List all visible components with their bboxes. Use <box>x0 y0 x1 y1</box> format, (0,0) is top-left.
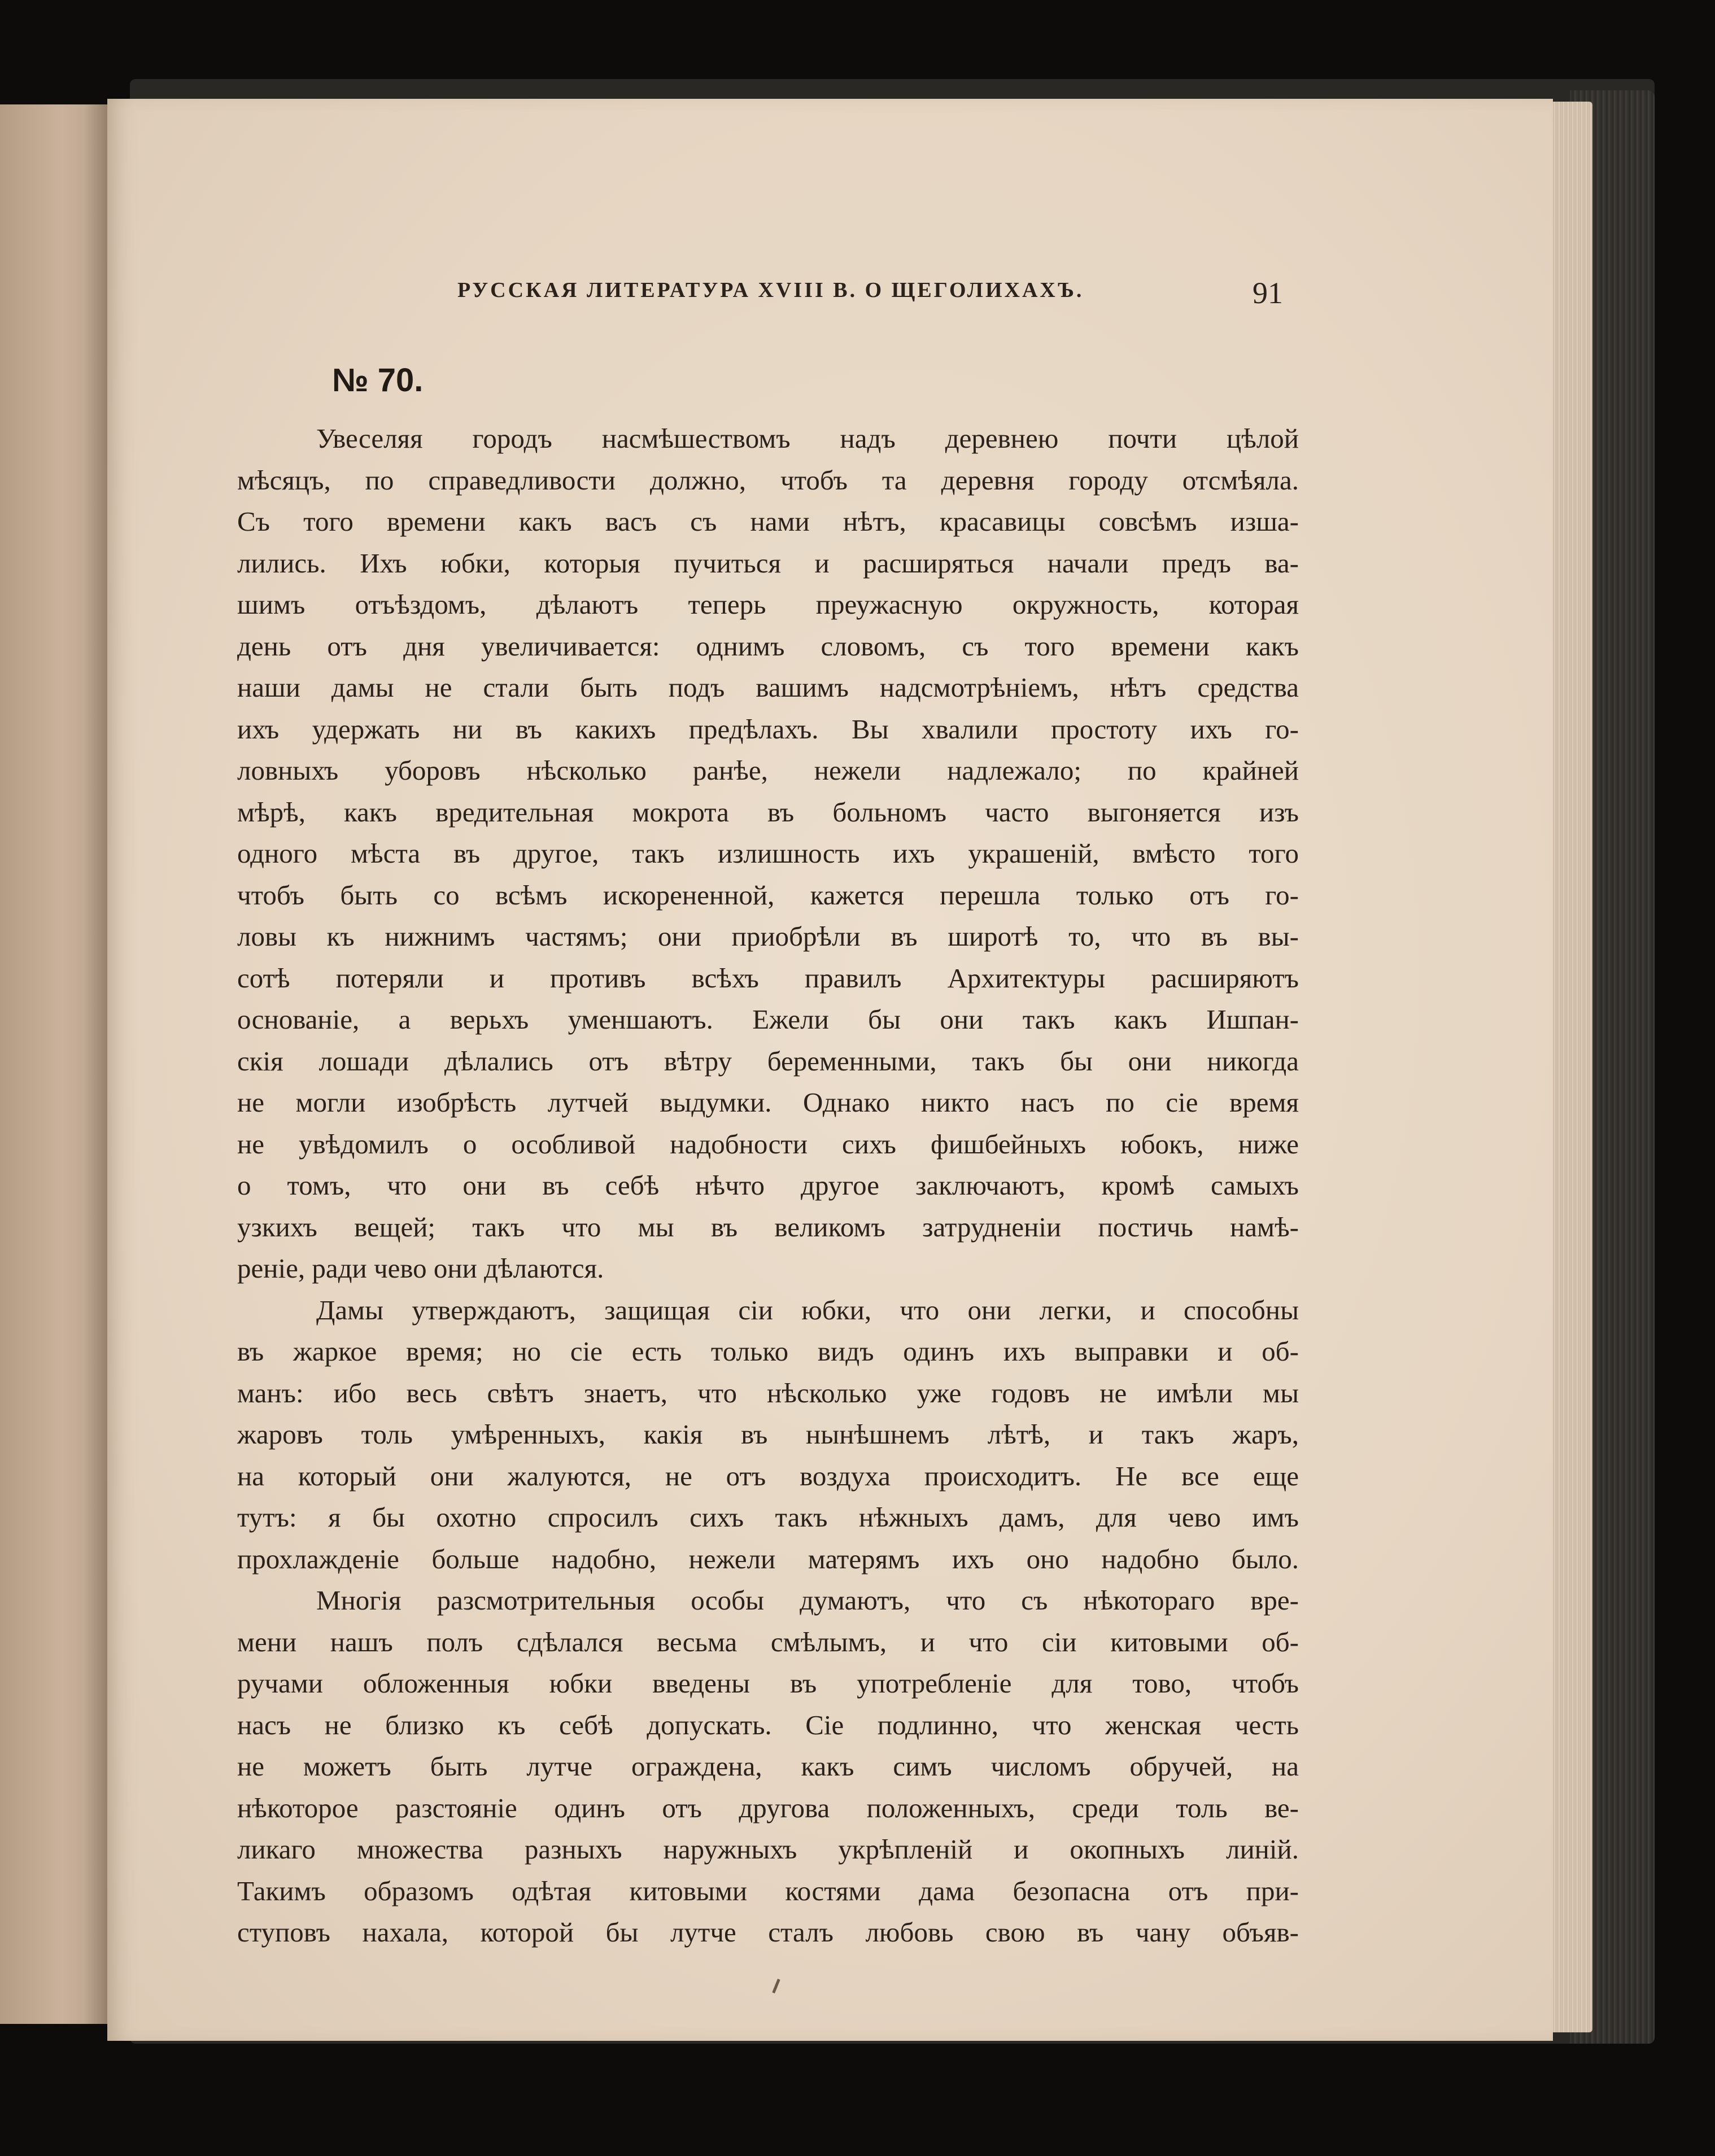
text-line: чтобъ быть со всѣмъ искорененной, кажется перешла только отъ го- <box>237 879 1299 911</box>
text-line: ступовъ нахала, которой бы лутче сталъ любовь свою въ чану объяв- <box>237 1917 1299 1948</box>
page-number: 91 <box>1253 276 1283 310</box>
text-line: реніе, ради чево они дѣлаются. <box>237 1253 604 1284</box>
text-line: на который они жалуются, не отъ воздуха происходитъ. Не все еще <box>237 1460 1299 1492</box>
text-line: Съ того времени какъ васъ съ нами нѣтъ, красавицы совсѣмъ изша- <box>237 506 1299 537</box>
text-line: шимъ отъѣздомъ, дѣлаютъ теперь преужасную окружность, которая <box>237 589 1299 620</box>
text-line: не могли изобрѣсть лутчей выдумки. Однако никто насъ по сіе время <box>237 1087 1299 1118</box>
text-line: лились. Ихъ юбки, которыя пучиться и расширяться начали предъ ва- <box>237 547 1299 579</box>
text-line: ловныхъ уборовъ нѣсколько ранѣе, нежели надлежало; по крайней <box>237 755 1299 786</box>
text-line: ручами обложенныя юбки введены въ употребленіе для тово, чтобъ <box>237 1668 1299 1699</box>
text-line: жаровъ толь умѣренныхъ, какія въ нынѣшнемъ лѣтѣ, и такъ жаръ, <box>237 1419 1299 1450</box>
text-line: узкихъ вещей; такъ что мы въ великомъ затрудненіи постичь намѣ- <box>237 1211 1299 1243</box>
text-line: ихъ удержать ни въ какихъ предѣлахъ. Вы хвалили простоту ихъ го- <box>237 713 1299 745</box>
text-line: ловы къ нижнимъ частямъ; они приобрѣли въ широтѣ то, что въ вы- <box>237 921 1299 952</box>
text-line: насъ не близко къ себѣ допускать. Сіе подлинно, что женская честь <box>237 1709 1299 1740</box>
running-head: РУССКАЯ ЛИТЕРАТУРА XVIII В. О ЩЕГОЛИХАХЪ. <box>457 278 1084 302</box>
text-line: мени нашъ полъ сдѣлался весьма смѣлымъ, и что сіи китовыми об- <box>237 1626 1299 1658</box>
text-line: тутъ: я бы охотно спросилъ сихъ такъ нѣжныхъ дамъ, для чево имъ <box>237 1502 1299 1533</box>
text-line: не можетъ быть лутче ограждена, какъ симъ числомъ обручей, на <box>237 1751 1299 1782</box>
body-text <box>237 418 1299 1953</box>
text-line: прохлажденіе больше надобно, нежели матерямъ ихъ оно надобно было. <box>237 1543 1299 1575</box>
text-line: Такимъ образомъ одѣтая китовыми костями дама безопасна отъ при- <box>237 1875 1299 1906</box>
text-line: мѣсяцъ, по справедливости должно, чтобъ та деревня городу отсмѣяла. <box>237 464 1299 496</box>
text-line: мѣрѣ, какъ вредительная мокрота въ больномъ часто выгоняется изъ <box>237 796 1299 828</box>
text-line: не увѣдомилъ о особливой надобности сихъ фишбейныхъ юбокъ, ниже <box>237 1128 1299 1160</box>
text-line: о томъ, что они въ себѣ нѣчто другое заключаютъ, кромѣ самыхъ <box>237 1170 1299 1201</box>
text-line: Увеселяя городъ насмѣшествомъ надъ деревнею почти цѣлой <box>316 423 1299 454</box>
text-line: основаніе, а верьхъ уменшаютъ. Ежели бы они такъ какъ Ишпан- <box>237 1004 1299 1035</box>
text-line: въ жаркое время; но сіе есть только видъ одинъ ихъ выправки и об- <box>237 1336 1299 1367</box>
text-line: сотѣ потеряли и противъ всѣхъ правилъ Архитектуры расширяютъ <box>237 962 1299 994</box>
text-line: манъ: ибо весь свѣтъ знаетъ, что нѣсколько уже годовъ не имѣли мы <box>237 1377 1299 1409</box>
text-line: наши дамы не стали быть подъ вашимъ надсмотрѣніемъ, нѣтъ средства <box>237 672 1299 703</box>
text-line: Дамы утверждаютъ, защищая сіи юбки, что они легки, и способны <box>316 1294 1299 1326</box>
text-line: день отъ дня увеличивается: однимъ словомъ, съ того времени какъ <box>237 630 1299 662</box>
text-line: скія лошади дѣлались отъ вѣтру беременными, такъ бы они никогда <box>237 1045 1299 1077</box>
text-line: нѣкоторое разстояніе одинъ отъ другова положенныхъ, среди толь ве- <box>237 1792 1299 1823</box>
text-line: одного мѣста въ другое, такъ излишность ихъ украшеній, вмѣсто того <box>237 838 1299 869</box>
text-line: ликаго множества разныхъ наружныхъ укрѣпленій и окопныхъ линій. <box>237 1834 1299 1865</box>
section-heading: № 70. <box>332 362 424 399</box>
text-line: Многія разсмотрительныя особы думаютъ, что съ нѣкотораго вре- <box>316 1585 1299 1616</box>
